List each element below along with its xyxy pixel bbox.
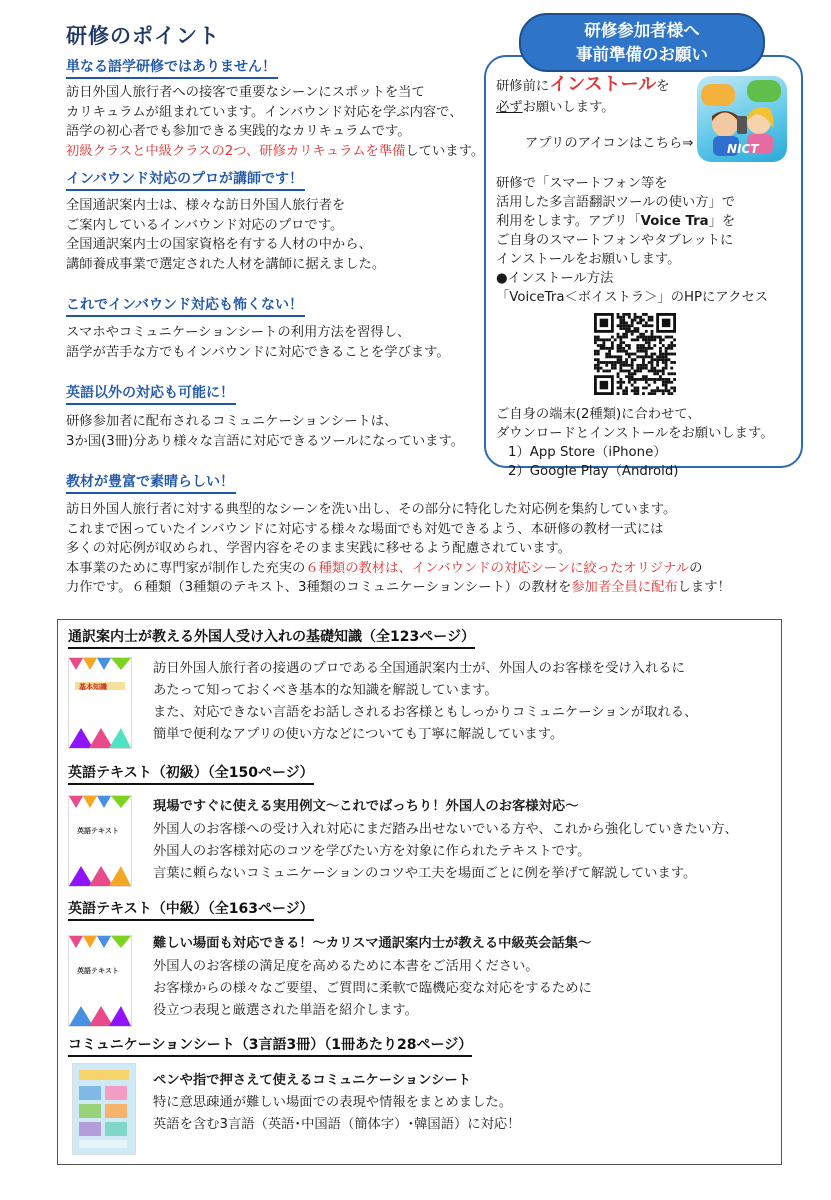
section-heading-4: 英語以外の対応も可能に！ bbox=[66, 384, 236, 405]
material-body-3 bbox=[153, 956, 592, 1022]
material-heading-4: コミュニケーションシート（3言語3冊）（1冊あたり28ページ） bbox=[68, 1036, 472, 1057]
text-line: 講師養成事業で選定された人材を講師に据えました。 bbox=[66, 256, 386, 272]
notice-after-qr bbox=[496, 405, 774, 481]
app-name: Voice Tra bbox=[640, 214, 709, 229]
text-line: カリキュラムが組まれています。インバウンド対応を学ぶ内容で、 bbox=[66, 104, 463, 120]
material-subtitle-2: 現場ですぐに使える実用例文～これでばっちり！外国人のお客様対応～ bbox=[153, 799, 579, 814]
text-line: 語学の初心者でも参加できる実践的なカリキュラムです。 bbox=[66, 124, 411, 139]
voicetra-app-icon bbox=[697, 76, 787, 162]
store-item: 1）App Store（iPhone） bbox=[508, 445, 667, 460]
material-heading-1: 通訳案内士が教える外国人受け入れの基礎知識（全123ページ） bbox=[68, 628, 475, 649]
material-heading-2: 英語テキスト（初級）（全150ページ） bbox=[68, 764, 314, 785]
qr-code[interactable] bbox=[594, 313, 676, 395]
install-request bbox=[496, 74, 670, 98]
material-cover-4 bbox=[72, 1063, 136, 1155]
cover-label: 英語テキスト bbox=[77, 827, 119, 835]
text-line: 語学が苦手な方でもインバウンドに対応できることを学びます。 bbox=[66, 344, 450, 360]
text-fragment: しています。 bbox=[405, 143, 485, 159]
notice-title-badge bbox=[519, 13, 765, 72]
text-line: 全国通訳案内士の国家資格を有する人材の中から、 bbox=[66, 237, 372, 252]
text-line: 簡単で便利なアプリの使い方などについても丁寧に解説しています。 bbox=[153, 727, 564, 742]
text-fragment: 研修前に bbox=[496, 79, 550, 94]
notice-title-line: 事前準備のお願い bbox=[576, 44, 708, 64]
text-line: ●インストール方法 bbox=[496, 271, 614, 286]
cover-pattern bbox=[69, 658, 131, 748]
install-emphasis: インストール bbox=[549, 74, 657, 95]
cover-label: 基本知識 bbox=[79, 683, 107, 691]
notice-title-line: 研修参加者様へ bbox=[584, 20, 700, 40]
cover-pattern bbox=[69, 796, 131, 886]
material-body-1 bbox=[153, 658, 697, 746]
section-body-3 bbox=[66, 323, 450, 362]
cover-pattern bbox=[73, 1064, 135, 1154]
text-line: ご自身のスマートフォンやタブレットに bbox=[496, 233, 734, 248]
install-request-line2 bbox=[496, 98, 615, 117]
cover-label: 英語テキスト bbox=[77, 967, 119, 975]
section-heading-3: これでインバウンド対応も怖くない！ bbox=[66, 296, 305, 317]
text-line: これまで困っていたインバウンドに対応する様々な場面でも対処できるよう、本研修の教材一式には bbox=[66, 521, 664, 537]
section-body-4 bbox=[66, 412, 464, 451]
text-line: 訪日外国人旅行者への接客で重要なシーンにスポットを当て bbox=[66, 85, 425, 100]
store-item: 2）Google Play（Android) bbox=[508, 464, 679, 479]
text-line: あたって知っておくべき基本的な知識を解説しています。 bbox=[153, 683, 498, 698]
text-line: ご案内しているインバウンド対応のプロです。 bbox=[66, 217, 344, 233]
text-line: 全国通訳案内士は、様々な訪日外国人旅行者を bbox=[66, 198, 346, 213]
text-line: お客様からの様々なご要望、ご質問に柔軟で臨機応変な対応をするために bbox=[153, 981, 592, 996]
text-line: また、対応できない言語をお話しされるお客様ともしっかりコミュニケーションが取れる、 bbox=[153, 705, 698, 720]
text-fragment: 本事業のために専門家が制作した充実の bbox=[66, 560, 306, 576]
must-text: 必ず bbox=[496, 100, 523, 115]
highlight-text: 初級クラスと中級クラスの2つ、研修カリキュラムを準備 bbox=[66, 143, 406, 159]
text-fragment: の bbox=[689, 560, 703, 576]
text-line: 「VoiceTra＜ボイストラ＞」のHPにアクセス bbox=[496, 290, 769, 305]
section-body-2 bbox=[66, 196, 385, 274]
text-line: 研修で「スマートフォン等を bbox=[496, 176, 668, 191]
text-line: 特に意思疎通が難しい場面での表現や情報をまとめました。 bbox=[153, 1095, 513, 1110]
text-fragment: 利用をします。アプリ「 bbox=[496, 214, 641, 229]
highlight-text: ６種類の教材は、インバウンドの対応シーンに絞ったオリジナル bbox=[305, 560, 690, 576]
text-line: ご自身の端末(2種類)に合わせて、 bbox=[496, 407, 701, 422]
text-line: インストールをお願いします。 bbox=[496, 252, 681, 267]
text-fragment: を bbox=[656, 79, 670, 94]
text-line: 外国人のお客様への受け入れ対応にまだ踏み出せないでいる方や、これから強化していきたい方、 bbox=[153, 822, 738, 837]
section-heading-1: 単なる語学研修ではありません！ bbox=[66, 58, 278, 79]
text-line: 訪日外国人旅行者の接遇のプロである全国通訳案内士が、外国人のお客様を受け入れるに bbox=[153, 661, 685, 676]
material-subtitle-4: ペンや指で押さえて使えるコミュニケーションシート bbox=[153, 1073, 471, 1088]
text-line: 外国人のお客様の満足度を高めるために本書をご活用ください。 bbox=[153, 959, 539, 974]
material-cover-2 bbox=[68, 795, 132, 887]
text-fragment: 」を bbox=[708, 214, 736, 229]
text-line: 多くの対応例が収められ、学習内容をそのまま実践に移せるよう配慮されています。 bbox=[66, 541, 572, 556]
cover-pattern bbox=[69, 936, 131, 1026]
text-line: 言葉に頼らないコミュニケーションのコツや工夫を場面ごとに例を挙げて解説しています。 bbox=[153, 866, 697, 881]
highlight-text: 参加者全員に配布 bbox=[571, 580, 678, 595]
text-fragment: します！ bbox=[677, 580, 731, 595]
section-heading-2: インバウンド対応のプロが講師です！ bbox=[66, 170, 305, 191]
material-body-2 bbox=[153, 819, 738, 885]
text-line: スマホやコミュニケーションシートの利用方法を習得し、 bbox=[66, 325, 411, 340]
section-body-1 bbox=[66, 83, 484, 161]
text-line: 役立つ表現と厳選された単語を紹介します。 bbox=[153, 1003, 418, 1018]
material-body-4 bbox=[153, 1092, 520, 1136]
material-cover-1 bbox=[68, 657, 132, 749]
material-heading-3: 英語テキスト（中級）（全163ページ） bbox=[68, 900, 314, 921]
page-title: 研修のポイント bbox=[66, 24, 220, 48]
icon-hint: アプリのアイコンはこちら⇒ bbox=[525, 136, 694, 151]
text-line: 3か国(3冊)分あり様々な言語に対応できるツールになっています。 bbox=[66, 433, 465, 449]
text-fragment: お願いします。 bbox=[522, 100, 615, 115]
text-line: 外国人のお客様対応のコツを学びたい方を対象に作られたテキストです。 bbox=[153, 844, 591, 859]
text-line: 活用した多言語翻訳ツールの使い方」で bbox=[496, 195, 736, 210]
text-line bbox=[496, 212, 768, 231]
material-cover-3 bbox=[68, 935, 132, 1027]
text-line: 英語を含む3言語（英語･中国語（簡体字）･韓国語）に対応！ bbox=[153, 1117, 521, 1132]
section-heading-5: 教材が豊富で素晴らしい！ bbox=[66, 473, 236, 494]
material-subtitle-3: 難しい場面も対応できる！～カリスマ通訳案内士が教える中級英会話集～ bbox=[153, 936, 592, 951]
text-line bbox=[66, 559, 731, 579]
text-line bbox=[66, 578, 731, 598]
text-line: 訪日外国人旅行者に対する典型的なシーンを洗い出し、その部分に特化した対応例を集約しています。 bbox=[66, 502, 677, 517]
text-line: 研修参加者に配布されるコミュニケーションシートは、 bbox=[66, 414, 398, 429]
qr-code-graphic bbox=[594, 313, 676, 395]
notice-body bbox=[496, 174, 768, 307]
section-body-5 bbox=[66, 500, 731, 598]
text-line: ダウンロードとインストールをお願いします。 bbox=[496, 426, 774, 441]
app-icon-label: NICT bbox=[727, 142, 759, 156]
text-fragment: 力作です。６種類（3種類のテキスト、3種類のコミュニケーションシート）の教材を bbox=[66, 580, 572, 595]
text-line bbox=[66, 142, 484, 162]
